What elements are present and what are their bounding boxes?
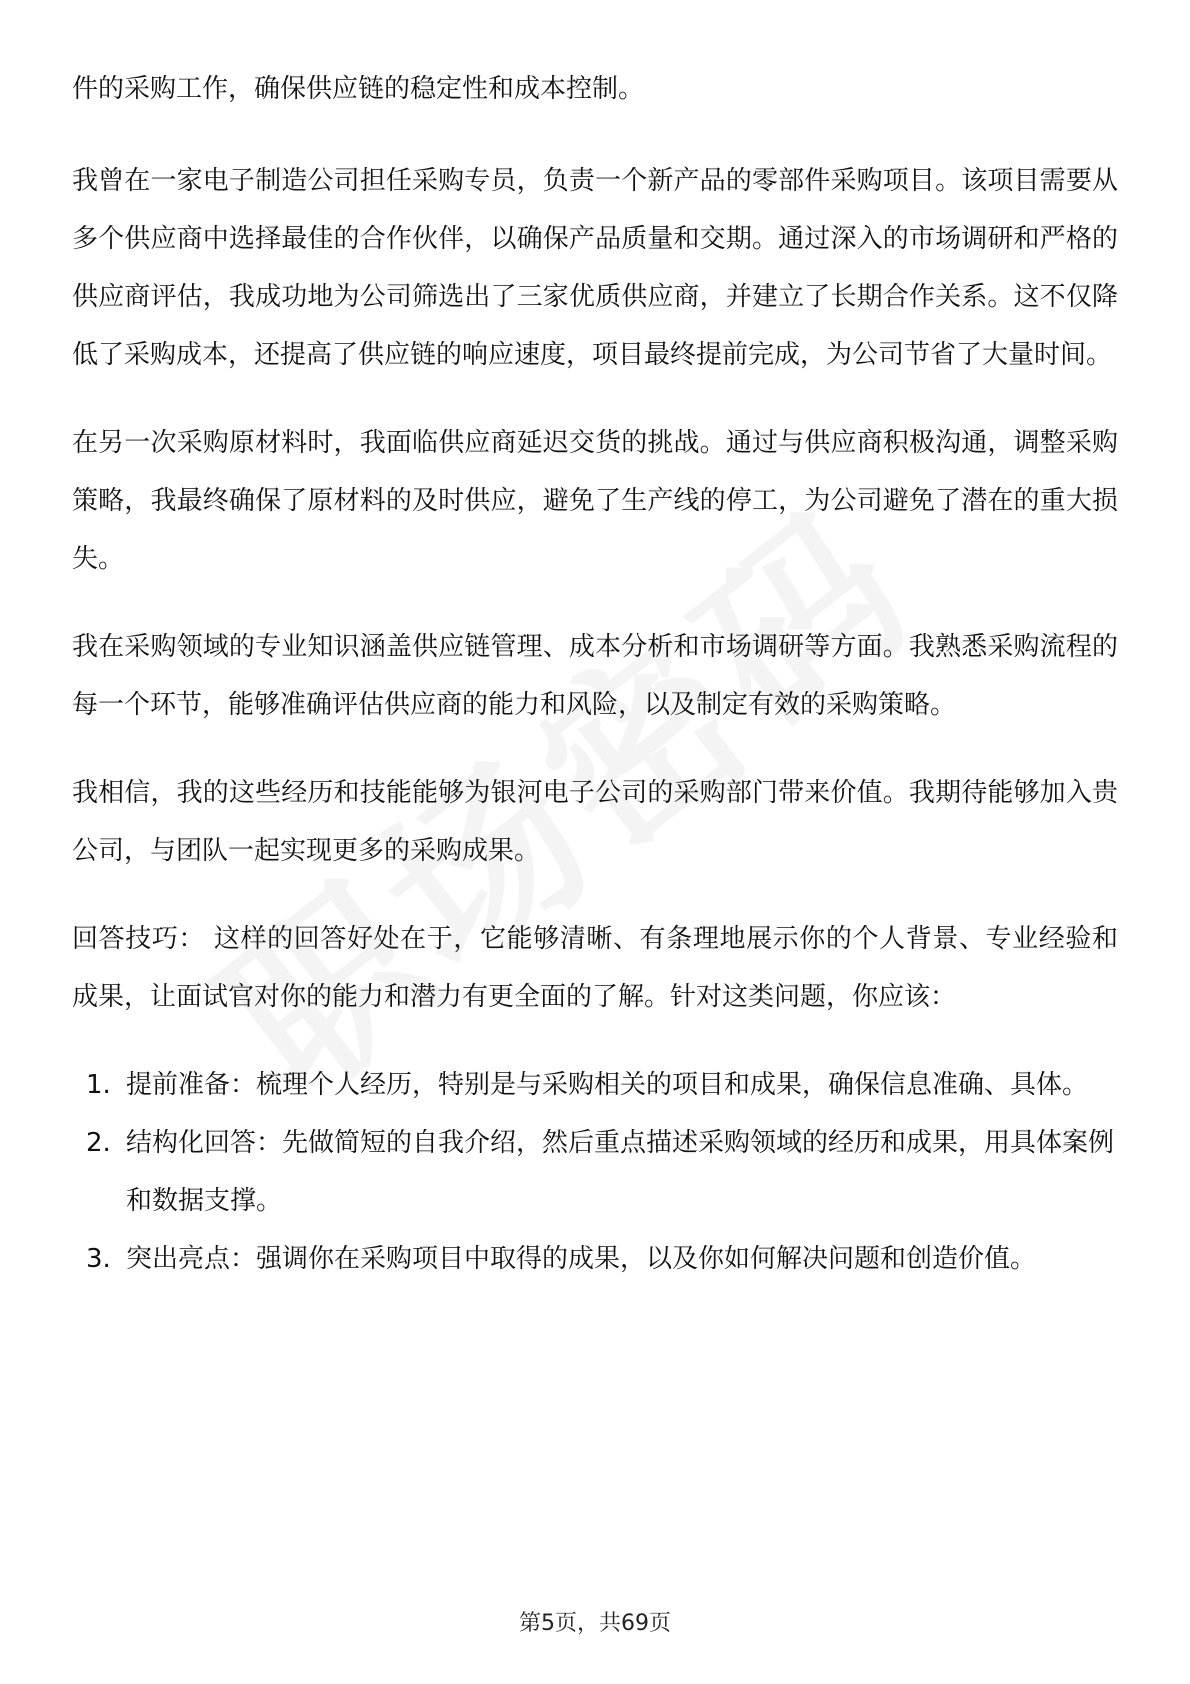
paragraph-expertise: 我在采购领域的专业知识涵盖供应链管理、成本分析和市场调研等方面。我熟悉采购流程的每一个环节，能够准确评估供应商的能力和风险，以及制定有效的采购策略。	[72, 632, 1118, 720]
list-item	[72, 1056, 1118, 1114]
list-item	[72, 1114, 1118, 1230]
list-number: 3.	[86, 1244, 111, 1274]
paragraph-experience-2: 在另一次采购原材料时，我面临供应商延迟交货的挑战。通过与供应商积极沟通，调整采购策略，我最终确保了原材料的及时供应，避免了生产线的停工，为公司避免了潜在的重大损失。	[72, 428, 1118, 574]
paragraph-answer-tips: 回答技巧： 这样的回答好处在于，它能够清晰、有条理地展示你的个人背景、专业经验和成果，让面试官对你的能力和潜力有更全面的了解。针对这类问题，你应该：	[72, 924, 1118, 1012]
page-number: 第5页，共69页	[519, 1611, 671, 1636]
paragraph-experience-1: 我曾在一家电子制造公司担任采购专员，负责一个新产品的零部件采购项目。该项目需要从多个供应商中选择最佳的合作伙伴，以确保产品质量和交期。通过深入的市场调研和严格的供应商评估，我成功地为公司筛选出了三家优质供应商，并建立了长期合作关系。这不仅降低了采购成本，还提高了供应链的响应速度，项目最终提前完成，为公司节省了大量时间。	[72, 166, 1118, 370]
paragraph-intro: 件的采购工作，确保供应链的稳定性和成本控制。	[72, 74, 645, 104]
list-item	[72, 1230, 1118, 1288]
list-text: 提前准备：梳理个人经历，特别是与采购相关的项目和成果，确保信息准确、具体。	[126, 1070, 1089, 1100]
document-body	[72, 60, 1118, 1288]
list-number: 2.	[86, 1128, 111, 1158]
tips-list	[72, 1056, 1118, 1288]
list-number: 1.	[86, 1070, 111, 1100]
list-text: 结构化回答：先做简短的自我介绍，然后重点描述采购领域的经历和成果，用具体案例和数据支撑。	[126, 1128, 1115, 1216]
list-text: 突出亮点：强调你在采购项目中取得的成果，以及你如何解决问题和创造价值。	[126, 1244, 1037, 1274]
paragraph-closing: 我相信，我的这些经历和技能能够为银河电子公司的采购部门带来价值。我期待能够加入贵公司，与团队一起实现更多的采购成果。	[72, 778, 1118, 866]
